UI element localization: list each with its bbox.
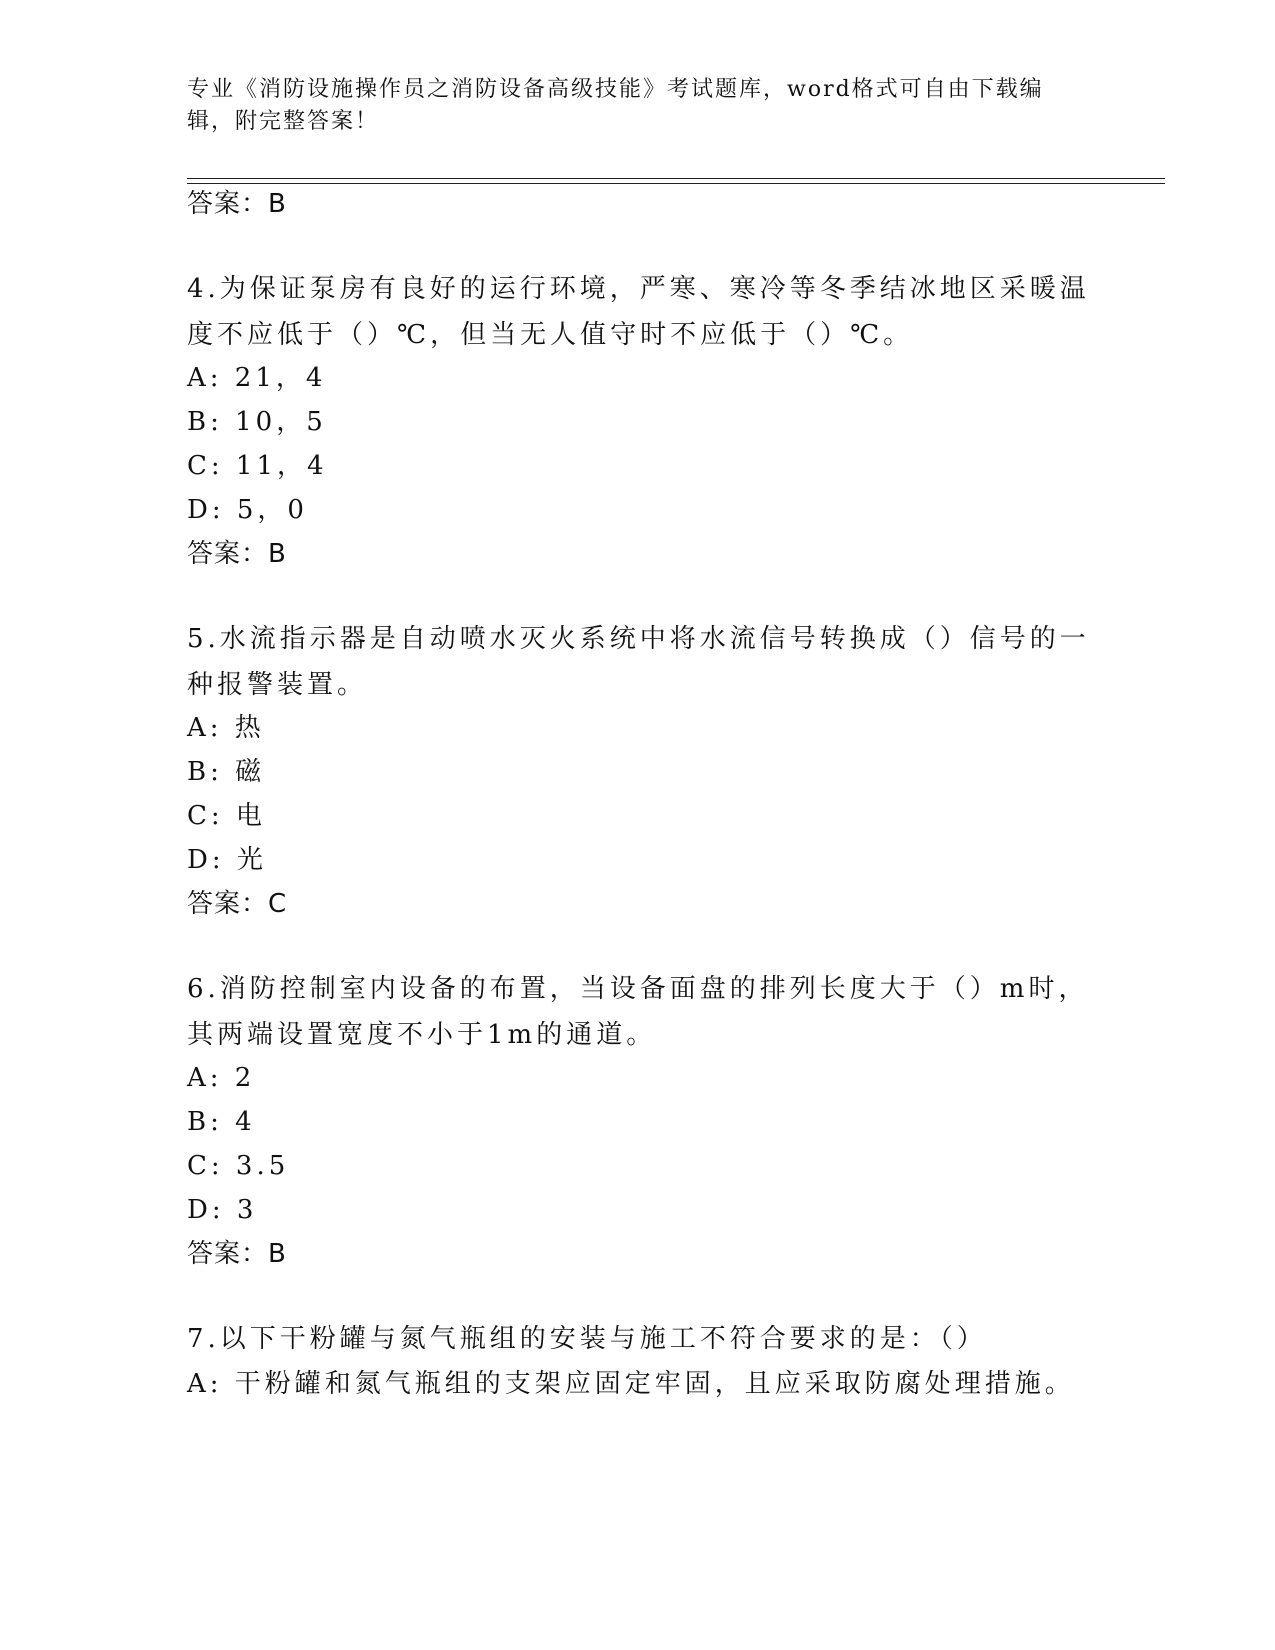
option-d: D: 3 bbox=[187, 1195, 258, 1225]
answer-label: 答案：B bbox=[187, 1239, 287, 1269]
option-c: C: 电 bbox=[187, 801, 266, 831]
question-stem: 5.水流指示器是自动喷水灭火系统中将水流信号转换成（）信号的一种报警装置。 bbox=[187, 624, 1090, 700]
option-b: B: 10，5 bbox=[187, 407, 327, 437]
header-rule-top bbox=[187, 178, 1165, 179]
question-stem: 4.为保证泵房有良好的运行环境，严寒、寒冷等冬季结冰地区采暖温度不应低于（）℃，但当无人值守时不应低于（）℃。 bbox=[187, 274, 1090, 350]
document-header: 专业《消防设施操作员之消防设备高级技能》考试题库，word格式可自由下载编辑，附完整答案！ bbox=[187, 77, 1044, 134]
option-a: A: 干粉罐和氮气瓶组的支架应固定牢固，且应采取防腐处理措施。 bbox=[187, 1369, 1075, 1399]
answer-label: 答案：C bbox=[187, 889, 288, 919]
option-c: C: 3.5 bbox=[187, 1151, 290, 1181]
option-b: B: 4 bbox=[187, 1107, 256, 1137]
option-a: A: 热 bbox=[187, 713, 265, 743]
header-rule-bottom bbox=[187, 183, 1165, 184]
option-b: B: 磁 bbox=[187, 757, 266, 787]
option-c: C: 11，4 bbox=[187, 451, 328, 481]
answer-label: 答案：B bbox=[187, 539, 287, 569]
question-stem: 7.以下干粉罐与氮气瓶组的安装与施工不符合要求的是：（） bbox=[187, 1324, 987, 1354]
option-a: A: 21，4 bbox=[187, 363, 327, 393]
option-d: D: 5，0 bbox=[187, 495, 308, 525]
answer-label: 答案：B bbox=[187, 189, 287, 219]
question-stem: 6.消防控制室内设备的布置，当设备面盘的排列长度大于（）m时，其两端设置宽度不小于1m的通道。 bbox=[187, 974, 1089, 1050]
option-d: D: 光 bbox=[187, 845, 267, 875]
option-a: A: 2 bbox=[187, 1063, 256, 1093]
